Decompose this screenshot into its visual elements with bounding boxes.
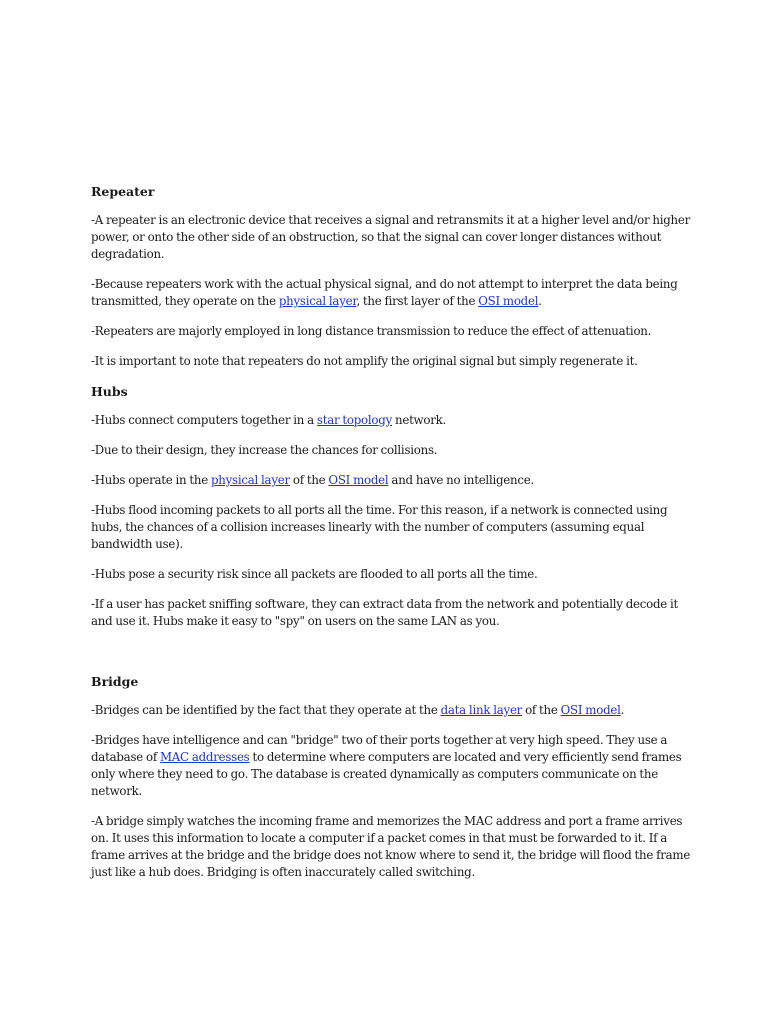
text-run: , the first layer of the bbox=[356, 294, 479, 308]
paragraph bbox=[91, 276, 691, 310]
heading-bridge: Bridge bbox=[91, 674, 139, 689]
text-run: -A repeater is an electronic device that receives a signal and retransmits it at a higher level and/or higher power, or onto the other side of an obstruction, so that the signal can cover longer distances without degradation. bbox=[91, 213, 691, 261]
paragraph bbox=[91, 442, 691, 459]
paragraph bbox=[91, 596, 691, 630]
link-osi-model[interactable]: OSI model bbox=[328, 473, 389, 487]
text-run: to determine where computers are located and very efficiently send frames only where they need to go. The database is created dynamically as computers communicate on the network. bbox=[91, 750, 682, 798]
paragraph bbox=[91, 353, 691, 370]
paragraph bbox=[91, 732, 691, 800]
section-hubs bbox=[91, 383, 691, 630]
link-physical-layer[interactable]: physical layer bbox=[278, 294, 357, 308]
section-bridge bbox=[91, 673, 691, 881]
text-run: -Bridges can be identified by the fact that they operate at the bbox=[91, 703, 441, 717]
text-run: -Hubs flood incoming packets to all ports all the time. For this reason, if a network is connected using hubs, the chances of a collision increases linearly with the number of computers (assuming equal bandwidth use). bbox=[91, 503, 668, 551]
paragraph bbox=[91, 566, 691, 583]
link-star-topology[interactable]: star topology bbox=[316, 413, 392, 427]
text-run: -Hubs pose a security risk since all packets are flooded to all ports all the time. bbox=[91, 567, 538, 581]
paragraph bbox=[91, 472, 691, 489]
section-repeater bbox=[91, 183, 691, 370]
spacer bbox=[91, 643, 691, 673]
text-run: . bbox=[538, 294, 542, 308]
text-run: -A bridge simply watches the incoming frame and memorizes the MAC address and port a frame arrives on. It uses this information to locate a computer if a packet comes in that must be forwarded to it. If a frame arrives at the bridge and the bridge does not know where to send it, the bridge will flood the frame just like a hub does. Bridging is often inaccurately called switching. bbox=[91, 814, 691, 879]
text-run: -Hubs operate in the bbox=[91, 473, 211, 487]
text-run: -It is important to note that repeaters do not amplify the original signal but simply regenerate it. bbox=[91, 354, 638, 368]
text-run: network. bbox=[391, 413, 447, 427]
text-run: of the bbox=[522, 703, 561, 717]
paragraph bbox=[91, 502, 691, 553]
link-mac-addresses[interactable]: MAC addresses bbox=[159, 750, 250, 764]
text-run: -If a user has packet sniffing software, they can extract data from the network and potentially decode it and use it. Hubs make it easy to "spy" on users on the same LAN as you. bbox=[91, 597, 679, 628]
paragraph bbox=[91, 323, 691, 340]
heading-repeater: Repeater bbox=[91, 184, 155, 199]
text-run: -Hubs connect computers together in a bbox=[91, 413, 317, 427]
link-physical-layer[interactable]: physical layer bbox=[210, 473, 290, 487]
link-data-link-layer[interactable]: data link layer bbox=[440, 703, 523, 717]
document-page bbox=[91, 183, 691, 894]
text-run: -Bridges have intelligence and can "bridge" two of their ports together at very high speed. They use a database of bbox=[91, 733, 668, 764]
paragraph bbox=[91, 212, 691, 263]
text-run: . bbox=[620, 703, 625, 717]
paragraph bbox=[91, 412, 691, 429]
text-run: and have no intelligence. bbox=[388, 473, 534, 487]
text-run: of the bbox=[289, 473, 329, 487]
paragraph bbox=[91, 813, 691, 881]
text-run: -Because repeaters work with the actual physical signal, and do not attempt to interpret the data being transmitted, they operate on the bbox=[91, 277, 678, 308]
text-run: -Due to their design, they increase the chances for collisions. bbox=[91, 443, 438, 457]
text-run: -Repeaters are majorly employed in long distance transmission to reduce the effect of attenuation. bbox=[91, 324, 652, 338]
link-osi-model[interactable]: OSI model bbox=[478, 294, 539, 308]
link-osi-model[interactable]: OSI model bbox=[560, 703, 621, 717]
heading-hubs: Hubs bbox=[91, 384, 128, 399]
paragraph bbox=[91, 702, 691, 719]
